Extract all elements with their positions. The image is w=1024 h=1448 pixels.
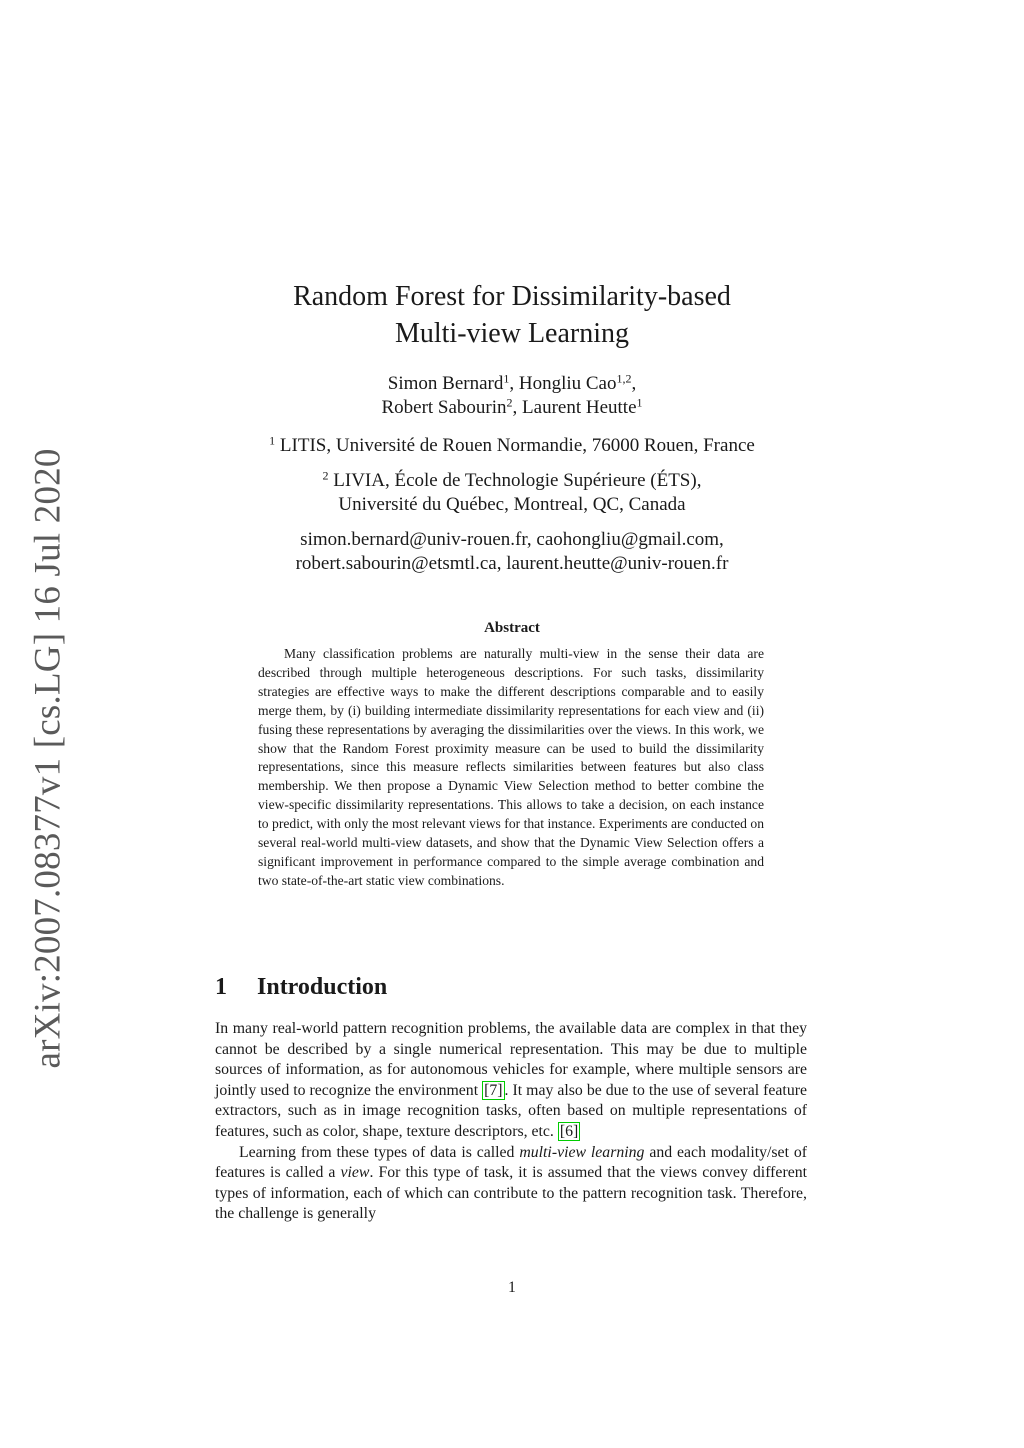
page-number: 1: [508, 1279, 516, 1296]
author-affiliation-mark: 2: [506, 395, 513, 410]
author-name: Simon Bernard: [387, 373, 504, 394]
emphasis: view: [340, 1164, 370, 1182]
affiliation-2: $^2$ LIVIA, École de Technologie Supérieure (ÉTS),: [322, 468, 702, 491]
paragraph: Learning from these types of data is called multi-view learning and each modality/set of features is called a view. For this type of task, it is assumed that the views convey different types of information, each of which can contribute to the pattern recognition task. Therefore, the challenge is generally: [215, 1143, 807, 1223]
author-name: Hongliu Cao: [518, 373, 617, 394]
author-line-2: Robert Sabourin$^2$, Laurent Heutte$^1$: [381, 395, 643, 418]
affiliation-1: $^1$ LITIS, Université de Rouen Normandie, 76000 Rouen, France: [269, 433, 755, 456]
arxiv-stamp-text: arXiv:2007.08377v1 [cs.LG] 16 Jul 2020: [27, 447, 69, 1069]
paper-title: [0, 278, 1024, 352]
author-affiliation-mark: 1: [636, 395, 643, 410]
email-line-1: simon.bernard@univ-rouen.fr, caohongliu@gmail.com,: [300, 529, 724, 550]
emphasis: multi-view learning: [519, 1143, 645, 1161]
author-affiliation-mark: 1: [503, 371, 510, 386]
author-list: [0, 372, 1024, 420]
section-heading-introduction: [215, 974, 387, 1001]
section-title: Introduction: [257, 974, 388, 1000]
email-line-2: robert.sabourin@etsmtl.ca, laurent.heutte@univ-rouen.fr: [295, 553, 729, 574]
citation-link[interactable]: [7]: [484, 1081, 503, 1099]
paragraph: In many real-world pattern recognition problems, the available data are complex in that they cannot be described by a single numerical representation. This may be due to multiple sources of information, as for autonomous vehicles for example, where multiple sensors are jointly used to recognize the environment [7] . It may also be due to the use of several feature extractors, such as in image recognition tasks, often based on multiple representations of features, such as color, shape, texture descriptors, etc. [6]: [215, 1020, 807, 1140]
abstract-text: Many classification problems are naturally multi-view in the sense their data are described through multiple heterogeneous descriptions. For such tasks, dissimilarity strategies are effective ways to make the different descriptions comparable and to easily merge them, by (i) building intermediate dissimilarity representations for each view and (ii) fusing these representations by averaging the dissimilarities over the views. In this work, we show that the Random Forest proximity measure can be used to build the dissimilarity representations, since this measure reflects similarities between features but also class membership. We then propose a Dynamic View Selection method to better combine the view-specific dissimilarity representations. This allows to take a decision, on each instance to predict, with only the most relevant views for that instance. Experiments are conducted on several real-world multi-view datasets, and show that the Dynamic View Selection offers a significant improvement in performance compared to the simple average combination and two state-of-the-art static view combinations.: [258, 646, 764, 888]
introduction-body: [215, 1019, 807, 1225]
title-line-1: Random Forest for Dissimilarity-based: [293, 281, 731, 312]
author-emails: [0, 528, 1024, 576]
citation-link[interactable]: [6]: [559, 1122, 579, 1140]
author-affiliation-mark: 1,2: [616, 371, 632, 386]
section-number: 1: [215, 974, 227, 1000]
author-name: Robert Sabourin: [381, 397, 507, 418]
abstract-heading: Abstract: [484, 620, 540, 636]
affiliations: [0, 434, 1024, 517]
title-line-2: Multi-view Learning: [394, 318, 630, 349]
author-line-1: Simon Bernard$^1$, Hongliu Cao$^{1,2}$,: [387, 371, 637, 394]
author-name: Laurent Heutte: [522, 397, 637, 418]
affiliation-2-line-2: Université du Québec, Montreal, QC, Canada: [338, 494, 686, 515]
